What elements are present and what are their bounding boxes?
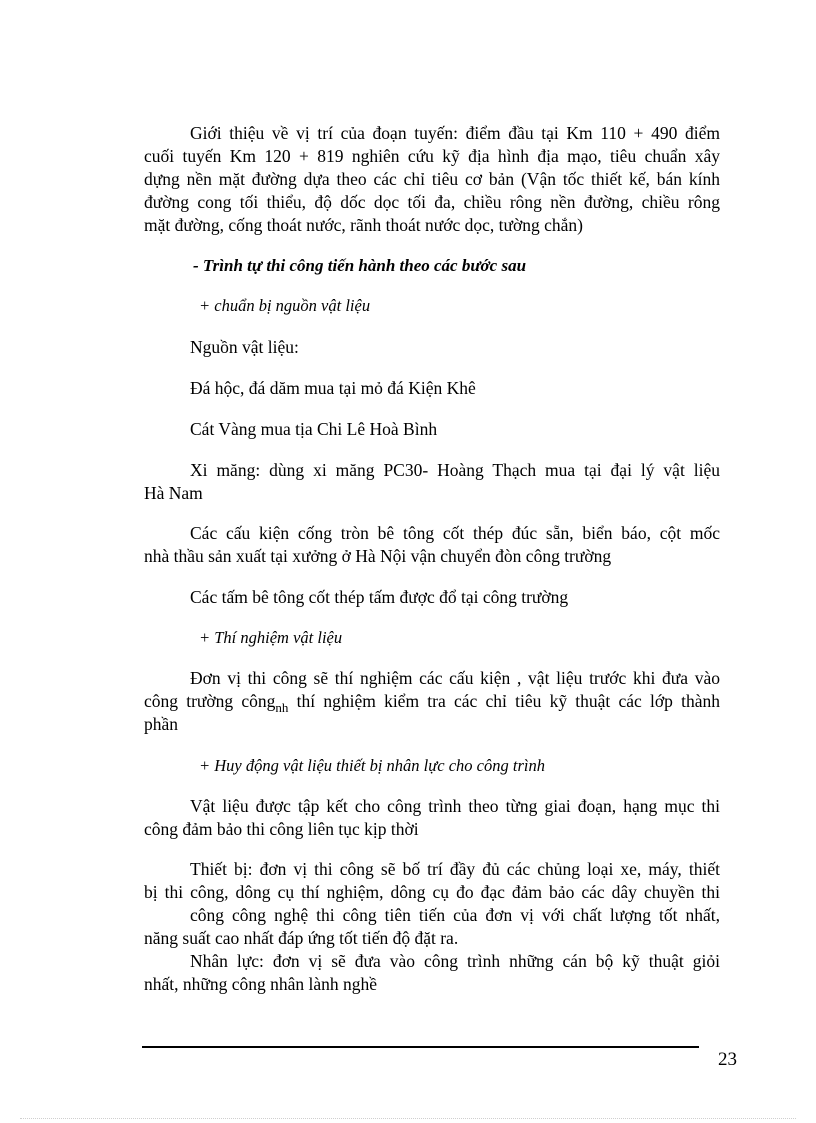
page-number: 23 [718, 1049, 737, 1070]
prep-heading: + chuẩn bị nguồn vật liệu [199, 296, 371, 315]
intro-line-5: mặt đường, cống thoát nước, rãnh thoát nước dọc, tường chắn) [144, 215, 583, 235]
test-heading: + Thí nghiệm vật liệu [199, 628, 343, 647]
personnel-line-2: nhất, những công nhân lành nghề [144, 974, 378, 994]
testing-line-2-b: thí nghiệm kiểm tra các chỉ tiêu kỹ thuật các lớp thành [296, 691, 720, 711]
stone-source: Đá hộc, đá dăm mua tại mỏ đá Kiện Khê [190, 378, 476, 398]
slabs-line: Các tấm bê tông cốt thép tấm được đổ tại công trường [190, 587, 569, 607]
components-line-1: Các cấu kiện cống tròn bê tông cốt thép đúc sẵn, biển báo, cột mốc [190, 523, 720, 543]
testing-subscript: nh [275, 700, 289, 715]
equipment-line-3: công công nghệ thi công tiên tiến của đơn vị với chất lượng tốt nhất, [190, 905, 720, 925]
cement-line-1: Xi măng: dùng xi măng PC30- Hoàng Thạch mua tại đại lý vật liệu [190, 460, 720, 480]
testing-line-3: phần [144, 714, 179, 734]
sand-source: Cát Vàng mua tịa Chi Lê Hoà Bình [190, 419, 438, 439]
testing-line-1: Đơn vị thi công sẽ thí nghiệm các cấu kiện , vật liệu trước khi đưa vào [190, 668, 720, 688]
intro-line-4: đường cong tối thiểu, độ dốc dọc tối đa, chiều rông nền đường, chiều rông [144, 192, 720, 212]
intro-line-1: Giới thiệu về vị trí của đoạn tuyến: điểm đầu tại Km 110 + 490 điểm [190, 123, 720, 143]
intro-line-3: dựng nền mặt đường dựa theo các chỉ tiêu cơ bản (Vận tốc thiết kế, bán kính [144, 169, 720, 189]
materials-line-2: công đảm bảo thi công liên tục kịp thời [144, 819, 419, 839]
intro-line-2: cuối tuyến Km 120 + 819 nghiên cứu kỹ địa hình địa mạo, tiêu chuẩn xây [144, 146, 720, 166]
sequence-heading: - Trình tự thi công tiến hành theo các bước sau [193, 256, 527, 275]
equipment-line-1: Thiết bị: đơn vị thi công sẽ bố trí đầy đủ các chủng loại xe, máy, thiết [190, 859, 720, 879]
testing-line-2-a: công trường công [144, 691, 276, 711]
equipment-line-2: bị thi công, dông cụ thí nghiệm, dông cụ đo đạc đảm bảo các dây chuyền thi [144, 882, 720, 902]
cement-line-2: Hà Nam [144, 483, 203, 503]
source-label: Nguồn vật liệu: [190, 337, 299, 357]
equipment-line-4: năng suất cao nhất đáp ứng tốt tiến độ đặt ra. [144, 928, 459, 948]
mobilize-heading: + Huy động vật liệu thiết bị nhân lực cho công trình [199, 756, 545, 775]
components-line-2: nhà thầu sản xuất tại xưởng ở Hà Nội vận chuyển đòn công trường [144, 546, 612, 566]
footer-rule [142, 1046, 699, 1048]
materials-line-1: Vật liệu được tập kết cho công trình theo từng giai đoạn, hạng mục thi [190, 796, 720, 816]
testing-line-2 [144, 690, 720, 719]
personnel-line-1: Nhân lực: đơn vị sẽ đưa vào công trình những cán bộ kỹ thuật giỏi [190, 951, 720, 971]
page-bottom-dotted-edge [20, 1118, 796, 1119]
